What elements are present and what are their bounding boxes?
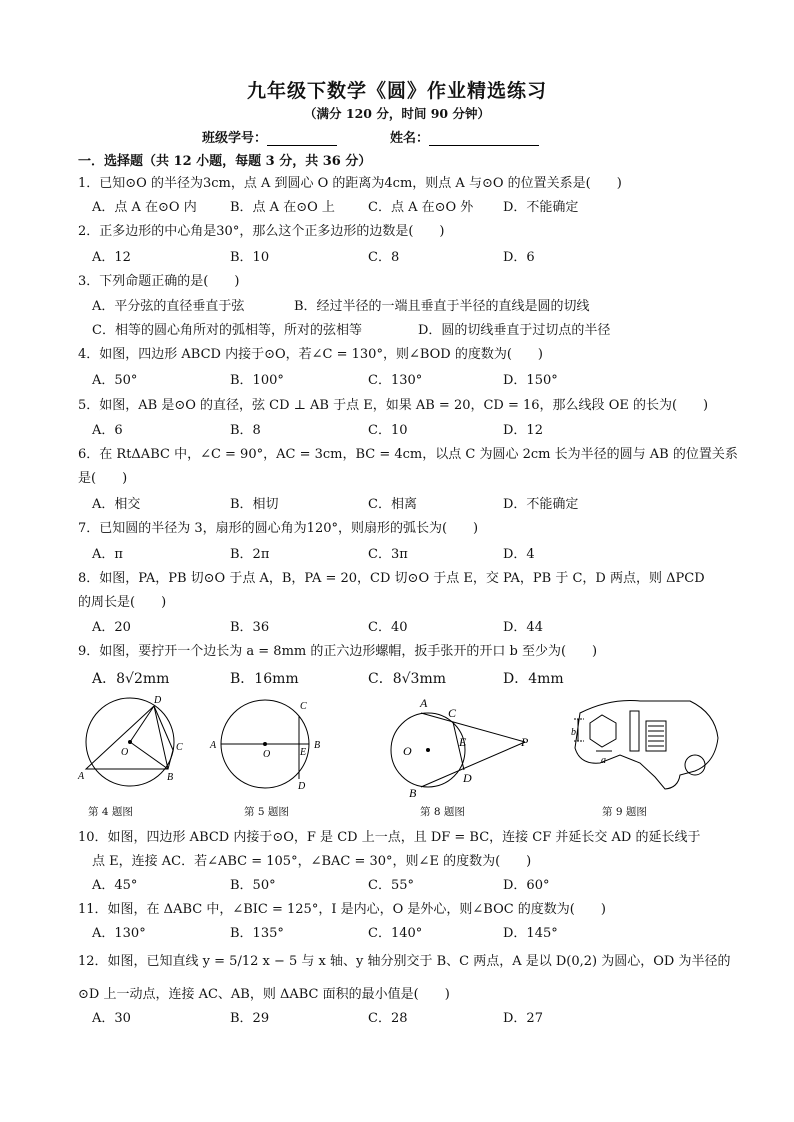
fig8-label-c: C	[448, 706, 457, 720]
class-field	[202, 127, 337, 146]
fig5-label-b: B	[314, 740, 321, 751]
q10-option-b[interactable]: B．50°	[230, 878, 276, 893]
q4-option-b[interactable]: B．100°	[230, 373, 284, 388]
figure-q4-caption: 第 4 题图	[88, 806, 133, 818]
q7-option-a[interactable]: A．π	[92, 547, 123, 562]
q5-option-d[interactable]: D．12	[503, 423, 543, 438]
fig8-label-p: P	[521, 735, 529, 749]
fig4-label-a: A	[78, 771, 85, 782]
figure-q5	[205, 693, 335, 793]
q10-option-c[interactable]: C．55°	[368, 878, 414, 893]
fig5-label-e: E	[300, 747, 307, 758]
fig5-label-c: C	[300, 701, 307, 712]
q8-option-c[interactable]: C．40	[368, 620, 408, 635]
figure-q5-caption: 第 5 题图	[244, 806, 289, 818]
class-blank[interactable]	[267, 131, 337, 146]
fig8-label-e: E	[459, 735, 467, 749]
q10-option-a[interactable]: A．45°	[92, 878, 138, 893]
q8-option-d[interactable]: D．44	[503, 620, 543, 635]
q4-option-c[interactable]: C．130°	[368, 373, 423, 388]
fig9-label-b: b	[571, 727, 576, 738]
question-12: 12．如图，已知直线 y = 5/12 x − 5 与 x 轴、y 轴分别交于 B、C 两点，A 是以 D(0,2) 为圆心，OD 为半径的	[78, 954, 731, 969]
q1-option-b[interactable]: B．点 A 在⊙O 上	[230, 200, 335, 215]
q11-option-a[interactable]: A．130°	[92, 926, 146, 941]
q5-option-b[interactable]: B．8	[230, 423, 261, 438]
q12-option-c[interactable]: C．28	[368, 1011, 408, 1026]
question-8-cont: 的周长是( )	[78, 595, 167, 610]
q2-option-b[interactable]: B．10	[230, 250, 270, 265]
name-blank[interactable]	[429, 131, 539, 146]
figure-q4	[70, 693, 200, 793]
fig8-label-a: A	[420, 696, 428, 710]
q11-option-c[interactable]: C．140°	[368, 926, 423, 941]
q6-option-c[interactable]: C．相离	[368, 497, 417, 512]
question-9: 9．如图，要拧开一个边长为 a = 8mm 的正六边形螺帽，扳手张开的开口 b 至少为( )	[78, 644, 598, 659]
q1-option-c[interactable]: C．点 A 在⊙O 外	[368, 200, 474, 215]
q2-option-d[interactable]: D．6	[503, 250, 535, 265]
name-field	[390, 127, 539, 146]
q6-option-a[interactable]: A．相交	[92, 497, 141, 512]
q8-option-b[interactable]: B．36	[230, 620, 270, 635]
q9-option-a[interactable]: A．8√2mm	[92, 671, 170, 687]
q3-option-b[interactable]: B．经过半径的一端且垂直于半径的直线是圆的切线	[294, 299, 590, 314]
fig8-label-d: D	[463, 771, 472, 785]
question-2: 2．正多边形的中心角是30°，那么这个正多边形的边数是( )	[78, 224, 445, 239]
q4-option-d[interactable]: D．150°	[503, 373, 558, 388]
question-4: 4．如图，四边形 ABCD 内接于⊙O，若∠C = 130°，则∠BOD 的度数为( )	[78, 347, 543, 362]
page-subtitle: （满分 120 分，时间 90 分钟）	[304, 106, 490, 121]
page-title: 九年级下数学《圆》作业精选练习	[246, 80, 547, 102]
section-heading: 一．选择题（共 12 小题，每题 3 分，共 36 分）	[78, 154, 372, 169]
q3-option-d[interactable]: D．圆的切线垂直于过切点的半径	[418, 323, 611, 338]
question-7: 7．已知圆的半径为 3，扇形的圆心角为120°，则扇形的弧长为( )	[78, 521, 479, 536]
fig8-label-o: O	[403, 744, 412, 758]
q9-option-d[interactable]: D．4mm	[503, 671, 564, 687]
fig4-label-b: B	[167, 772, 174, 783]
fig4-label-d: D	[154, 695, 162, 706]
q8-option-a[interactable]: A．20	[92, 620, 131, 635]
question-12-cont: ⊙D 上一动点，连接 AC、AB，则 ΔABC 面积的最小值是( )	[78, 987, 450, 1002]
q2-option-a[interactable]: A．12	[92, 250, 131, 265]
question-6: 6．在 RtΔABC 中，∠C = 90°，AC = 3cm，BC = 4cm，以点 C 为圆心 2cm 长为半径的圆与 AB 的位置关系	[78, 447, 738, 462]
figure-q9-wrench	[560, 693, 725, 793]
q11-option-b[interactable]: B．135°	[230, 926, 284, 941]
q7-option-d[interactable]: D．4	[503, 547, 535, 562]
question-1: 1．已知⊙O 的半径为3cm，点 A 到圆心 O 的距离为4cm，则点 A 与⊙O 的位置关系是( )	[78, 176, 622, 191]
q9-option-c[interactable]: C．8√3mm	[368, 671, 446, 687]
q12-option-b[interactable]: B．29	[230, 1011, 270, 1026]
q1-option-d[interactable]: D．不能确定	[503, 200, 579, 215]
fig5-label-a: A	[210, 740, 217, 751]
q7-option-b[interactable]: B．2π	[230, 547, 270, 562]
q5-option-a[interactable]: A．6	[92, 423, 123, 438]
q6-option-b[interactable]: B．相切	[230, 497, 279, 512]
q7-option-c[interactable]: C．3π	[368, 547, 408, 562]
fig5-label-o: O	[263, 749, 271, 760]
fig9-label-a: a	[601, 755, 606, 766]
question-5: 5．如图，AB 是⊙O 的直径，弦 CD ⊥ AB 于点 E，如果 AB = 20，CD = 16，那么线段 OE 的长为( )	[78, 398, 709, 413]
question-10: 10．如图，四边形 ABCD 内接于⊙O，F 是 CD 上一点，且 DF = BC，连接 CF 并延长交 AD 的延长线于	[78, 830, 701, 845]
question-3: 3．下列命题正确的是( )	[78, 274, 240, 289]
q6-option-d[interactable]: D．不能确定	[503, 497, 579, 512]
question-11: 11．如图，在 ΔABC 中，∠BIC = 125°，I 是内心，O 是外心，则∠BOC 的度数为( )	[78, 902, 606, 917]
q5-option-c[interactable]: C．10	[368, 423, 408, 438]
class-label: 班级学号：	[202, 131, 268, 146]
fig8-label-b: B	[409, 786, 417, 798]
name-label: 姓名：	[390, 131, 430, 146]
q12-option-a[interactable]: A．30	[92, 1011, 131, 1026]
q3-option-a[interactable]: A．平分弦的直径垂直于弦	[92, 299, 245, 314]
question-6-cont: 是( )	[78, 471, 128, 486]
q3-option-c[interactable]: C．相等的圆心角所对的弧相等，所对的弦相等	[92, 323, 362, 338]
q2-option-c[interactable]: C．8	[368, 250, 400, 265]
q4-option-a[interactable]: A．50°	[92, 373, 138, 388]
q11-option-d[interactable]: D．145°	[503, 926, 558, 941]
question-10-cont: 点 E，连接 AC．若∠ABC = 105°，∠BAC = 30°，则∠E 的度数为( )	[92, 854, 532, 869]
fig5-label-d: D	[298, 781, 306, 792]
question-8: 8．如图，PA，PB 切⊙O 于点 A，B，PA = 20，CD 切⊙O 于点 E，交 PA，PB 于 C，D 两点，则 ΔPCD	[78, 571, 705, 586]
q9-option-b[interactable]: B．16mm	[230, 671, 299, 687]
figure-q8-caption: 第 8 题图	[420, 806, 465, 818]
fig4-label-c: C	[176, 742, 183, 753]
figure-q8	[385, 693, 545, 798]
q1-option-a[interactable]: A．点 A 在⊙O 内	[92, 200, 197, 215]
q10-option-d[interactable]: D．60°	[503, 878, 550, 893]
q12-option-d[interactable]: D．27	[503, 1011, 543, 1026]
fig4-label-o: O	[121, 747, 129, 758]
figure-q9-caption: 第 9 题图	[602, 806, 647, 818]
